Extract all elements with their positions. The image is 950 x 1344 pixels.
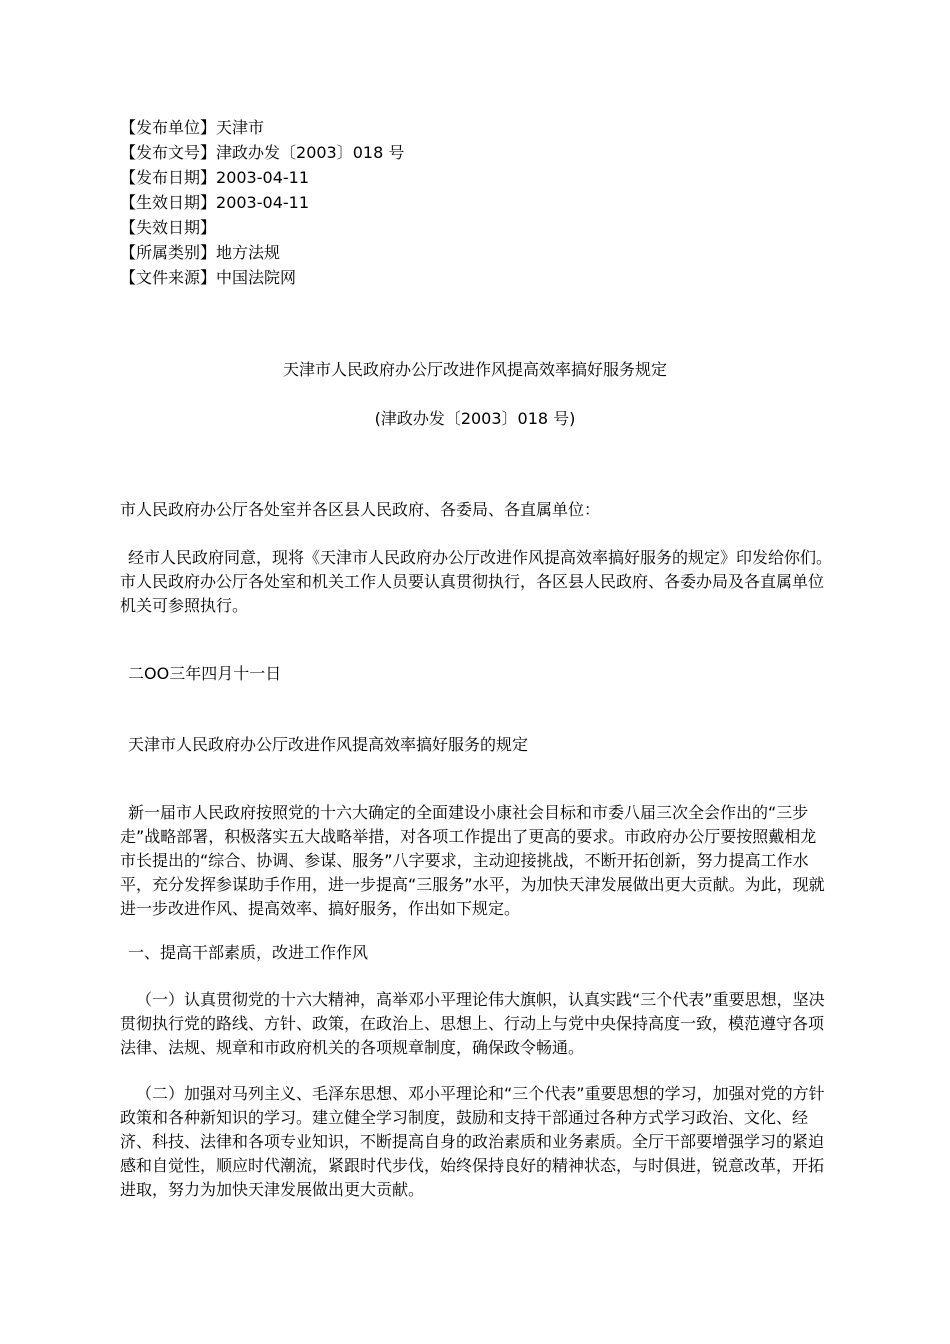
meta-doc-number: 【发布文号】津政办发〔2003〕018 号 xyxy=(120,143,405,162)
document-title: 天津市人民政府办公厅改进作风提高效率搞好服务规定 xyxy=(282,360,667,379)
meta-publish-date: 【发布日期】2003-04-11 xyxy=(120,168,309,187)
intro-paragraph: 新一届市人民政府按照党的十六大确定的全面建设小康社会目标和市委八届三次全会作出的“三步走”战略部署，积极落实五大战略举措，对各项工作提出了更高的要求。市政府办公厅要按照戴相龙市长提出的“综合、协调、参谋、服务”八字要求，主动迎接挑战，不断开拓创新，努力提高工作水平，充分发挥参谋助手作用，进一步提高“三服务”水平，为加快天津发展做出更大贡献。为此，现就进一步改进作风、提高效率、搞好服务，作出如下规定。 xyxy=(120,803,825,918)
meta-effective-date: 【生效日期】2003-04-11 xyxy=(120,193,309,212)
notice-paragraph: 经市人民政府同意，现将《天津市人民政府办公厅改进作风提高效率搞好服务的规定》印发给你们。市人民政府办公厅各处室和机关工作人员要认真贯彻执行，各区县人民政府、各委办局及各直属单位机关可参照执行。 xyxy=(120,548,833,615)
addressee: 市人民政府办公厅各处室并各区县人民政府、各委局、各直属单位： xyxy=(120,500,601,519)
meta-expiry-date: 【失效日期】 xyxy=(120,218,217,237)
metadata-block xyxy=(120,115,404,290)
meta-publisher: 【发布单位】天津市 xyxy=(120,118,265,137)
regulation-subtitle: 天津市人民政府办公厅改进作风提高效率搞好服务的规定 xyxy=(128,735,529,754)
meta-source: 【文件来源】中国法院网 xyxy=(120,268,297,287)
article-2: （二）加强对马列主义、毛泽东思想、邓小平理论和“三个代表”重要思想的学习，加强对党的方针政策和各种新知识的学习。建立健全学习制度，鼓励和支持干部通过各种方式学习政治、文化、经济、科技、法律和各项专业知识，不断提高自身的政治素质和业务素质。全厅干部要增强学习的紧迫感和自觉性，顺应时代潮流，紧跟时代步伐，始终保持良好的精神状态，与时俱进，锐意改革，开拓进取，努力为加快天津发展做出更大贡献。 xyxy=(120,1084,825,1199)
article-1: （一）认真贯彻党的十六大精神，高举邓小平理论伟大旗帜，认真实践“三个代表”重要思想，坚决贯彻执行党的路线、方针、政策，在政治上、思想上、行动上与党中央保持高度一致，模范遵守各项法律、法规、规章和市政府机关的各项规章制度，确保政令畅通。 xyxy=(120,990,825,1057)
section-heading-1: 一、提高干部素质，改进工作作风 xyxy=(128,943,369,962)
meta-category: 【所属类别】地方法规 xyxy=(120,243,281,262)
issue-date: 二OO三年四月十一日 xyxy=(128,664,282,683)
document-number: (津政办发〔2003〕018 号) xyxy=(374,409,576,428)
